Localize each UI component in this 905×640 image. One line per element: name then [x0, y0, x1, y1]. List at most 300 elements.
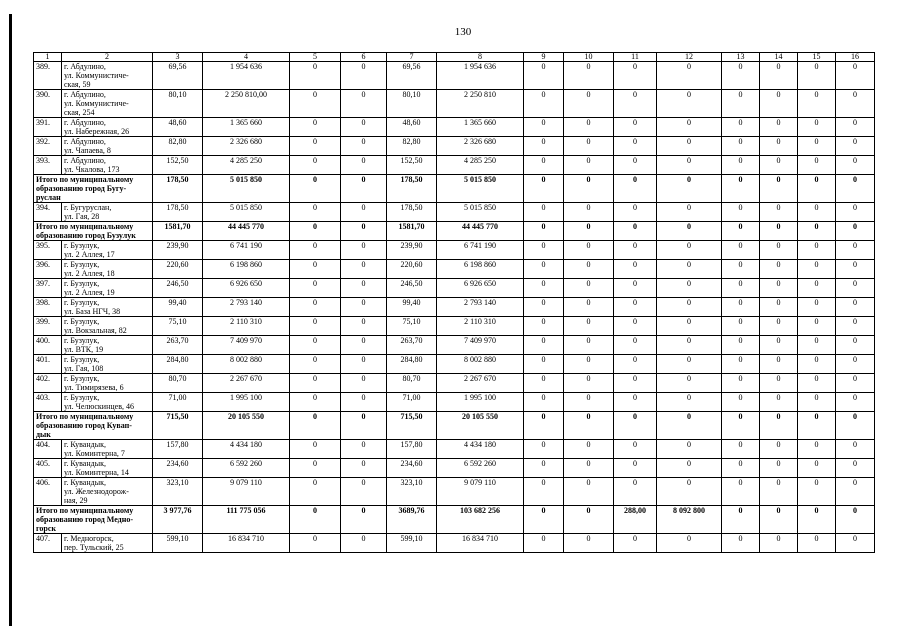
value-cell-col-11: 0: [614, 203, 657, 222]
value-cell-col-3: 263,70: [153, 336, 203, 355]
value-cell-col-7: 80,70: [387, 374, 437, 393]
value-cell-col-9: 0: [524, 175, 564, 203]
value-cell-col-15: 0: [798, 118, 836, 137]
column-header-13: 13: [722, 53, 760, 62]
value-cell-col-12: 0: [657, 156, 722, 175]
address-cell: г. Абдулино, ул. Коммунистиче- ская, 254: [62, 90, 153, 118]
value-cell-col-14: 0: [760, 298, 798, 317]
value-cell-col-5: 0: [290, 222, 341, 241]
row-number: 393.: [34, 156, 62, 175]
total-label: Итого по муниципальному образованию город Бузулук: [34, 222, 153, 241]
value-cell-col-15: 0: [798, 175, 836, 203]
value-cell-col-14: 0: [760, 478, 798, 506]
value-cell-col-3: 152,50: [153, 156, 203, 175]
value-cell-col-14: 0: [760, 203, 798, 222]
value-cell-col-8: 5 015 850: [437, 203, 524, 222]
value-cell-col-7: 178,50: [387, 175, 437, 203]
address-cell: г. Бузулук, ул. ВТК, 19: [62, 336, 153, 355]
value-cell-col-5: 0: [290, 355, 341, 374]
table-row: [34, 336, 875, 355]
value-cell-col-10: 0: [564, 440, 614, 459]
value-cell-col-7: 3689,76: [387, 506, 437, 534]
value-cell-col-3: 69,56: [153, 62, 203, 90]
value-cell-col-6: 0: [341, 534, 387, 553]
value-cell-col-11: 0: [614, 534, 657, 553]
value-cell-col-14: 0: [760, 534, 798, 553]
value-cell-col-14: 0: [760, 241, 798, 260]
value-cell-col-11: 0: [614, 260, 657, 279]
address-cell: г. Бузулук, ул. Гая, 108: [62, 355, 153, 374]
value-cell-col-12: 0: [657, 355, 722, 374]
value-cell-col-8: 6 198 860: [437, 260, 524, 279]
value-cell-col-15: 0: [798, 506, 836, 534]
table-row: [34, 355, 875, 374]
value-cell-col-12: 0: [657, 241, 722, 260]
value-cell-col-14: 0: [760, 412, 798, 440]
value-cell-col-6: 0: [341, 279, 387, 298]
value-cell-col-11: 288,00: [614, 506, 657, 534]
value-cell-col-9: 0: [524, 118, 564, 137]
value-cell-col-16: 0: [836, 478, 875, 506]
value-cell-col-4: 5 015 850: [203, 203, 290, 222]
column-header-5: 5: [290, 53, 341, 62]
row-number: 403.: [34, 393, 62, 412]
value-cell-col-15: 0: [798, 222, 836, 241]
value-cell-col-16: 0: [836, 534, 875, 553]
table-row: [34, 374, 875, 393]
table-row: [34, 478, 875, 506]
value-cell-col-10: 0: [564, 241, 614, 260]
value-cell-col-16: 0: [836, 175, 875, 203]
value-cell-col-12: 0: [657, 203, 722, 222]
value-cell-col-15: 0: [798, 260, 836, 279]
value-cell-col-15: 0: [798, 459, 836, 478]
row-number: 390.: [34, 90, 62, 118]
value-cell-col-16: 0: [836, 137, 875, 156]
value-cell-col-9: 0: [524, 241, 564, 260]
value-cell-col-14: 0: [760, 317, 798, 336]
value-cell-col-14: 0: [760, 355, 798, 374]
value-cell-col-6: 0: [341, 90, 387, 118]
value-cell-col-4: 2 250 810,00: [203, 90, 290, 118]
row-number: 395.: [34, 241, 62, 260]
value-cell-col-12: 0: [657, 222, 722, 241]
value-cell-col-4: 4 285 250: [203, 156, 290, 175]
value-cell-col-3: 75,10: [153, 317, 203, 336]
value-cell-col-7: 152,50: [387, 156, 437, 175]
value-cell-col-12: 0: [657, 175, 722, 203]
address-cell: г. Абдулино, ул. Чкалова, 173: [62, 156, 153, 175]
binding-margin-bar: [9, 14, 12, 626]
value-cell-col-10: 0: [564, 279, 614, 298]
value-cell-col-7: 1581,70: [387, 222, 437, 241]
row-number: 406.: [34, 478, 62, 506]
value-cell-col-9: 0: [524, 137, 564, 156]
value-cell-col-16: 0: [836, 90, 875, 118]
value-cell-col-9: 0: [524, 412, 564, 440]
value-cell-col-9: 0: [524, 90, 564, 118]
total-row: [34, 222, 875, 241]
row-number: 405.: [34, 459, 62, 478]
value-cell-col-12: 0: [657, 478, 722, 506]
value-cell-col-11: 0: [614, 412, 657, 440]
value-cell-col-3: 599,10: [153, 534, 203, 553]
value-cell-col-11: 0: [614, 156, 657, 175]
value-cell-col-5: 0: [290, 279, 341, 298]
value-cell-col-15: 0: [798, 355, 836, 374]
value-cell-col-14: 0: [760, 336, 798, 355]
value-cell-col-12: 0: [657, 137, 722, 156]
value-cell-col-7: 246,50: [387, 279, 437, 298]
value-cell-col-15: 0: [798, 440, 836, 459]
value-cell-col-7: 239,90: [387, 241, 437, 260]
value-cell-col-10: 0: [564, 260, 614, 279]
address-cell: г. Абдулино, ул. Чапаева, 8: [62, 137, 153, 156]
value-cell-col-12: 0: [657, 260, 722, 279]
table-header-row: [34, 53, 875, 62]
row-number: 402.: [34, 374, 62, 393]
column-header-3: 3: [153, 53, 203, 62]
value-cell-col-6: 0: [341, 241, 387, 260]
value-cell-col-6: 0: [341, 459, 387, 478]
value-cell-col-14: 0: [760, 374, 798, 393]
value-cell-col-10: 0: [564, 506, 614, 534]
table-row: [34, 393, 875, 412]
value-cell-col-6: 0: [341, 336, 387, 355]
value-cell-col-14: 0: [760, 175, 798, 203]
value-cell-col-10: 0: [564, 203, 614, 222]
value-cell-col-9: 0: [524, 336, 564, 355]
value-cell-col-6: 0: [341, 412, 387, 440]
value-cell-col-3: 71,00: [153, 393, 203, 412]
column-header-14: 14: [760, 53, 798, 62]
address-cell: г. Бузулук, ул. 2 Аллея, 18: [62, 260, 153, 279]
value-cell-col-7: 220,60: [387, 260, 437, 279]
address-cell: г. Кувандык, ул. Коминтерна, 7: [62, 440, 153, 459]
value-cell-col-4: 6 592 260: [203, 459, 290, 478]
value-cell-col-4: 6 741 190: [203, 241, 290, 260]
value-cell-col-9: 0: [524, 478, 564, 506]
value-cell-col-6: 0: [341, 374, 387, 393]
row-number: 389.: [34, 62, 62, 90]
value-cell-col-3: 1581,70: [153, 222, 203, 241]
value-cell-col-6: 0: [341, 506, 387, 534]
value-cell-col-9: 0: [524, 298, 564, 317]
value-cell-col-10: 0: [564, 222, 614, 241]
value-cell-col-16: 0: [836, 156, 875, 175]
value-cell-col-9: 0: [524, 440, 564, 459]
value-cell-col-13: 0: [722, 137, 760, 156]
value-cell-col-7: 323,10: [387, 478, 437, 506]
value-cell-col-12: 0: [657, 118, 722, 137]
value-cell-col-7: 263,70: [387, 336, 437, 355]
value-cell-col-13: 0: [722, 118, 760, 137]
column-header-9: 9: [524, 53, 564, 62]
value-cell-col-15: 0: [798, 279, 836, 298]
total-row: [34, 412, 875, 440]
value-cell-col-12: 0: [657, 412, 722, 440]
address-cell: г. Бузулук, ул. 2 Аллея, 17: [62, 241, 153, 260]
value-cell-col-10: 0: [564, 534, 614, 553]
value-cell-col-5: 0: [290, 137, 341, 156]
value-cell-col-8: 6 592 260: [437, 459, 524, 478]
value-cell-col-6: 0: [341, 137, 387, 156]
table-row: [34, 260, 875, 279]
value-cell-col-16: 0: [836, 260, 875, 279]
value-cell-col-5: 0: [290, 62, 341, 90]
row-number: 396.: [34, 260, 62, 279]
row-number: 397.: [34, 279, 62, 298]
value-cell-col-3: 234,60: [153, 459, 203, 478]
value-cell-col-4: 6 198 860: [203, 260, 290, 279]
value-cell-col-11: 0: [614, 317, 657, 336]
value-cell-col-11: 0: [614, 137, 657, 156]
table-row: [34, 203, 875, 222]
value-cell-col-7: 71,00: [387, 393, 437, 412]
value-cell-col-10: 0: [564, 478, 614, 506]
value-cell-col-5: 0: [290, 118, 341, 137]
value-cell-col-8: 7 409 970: [437, 336, 524, 355]
value-cell-col-8: 2 110 310: [437, 317, 524, 336]
row-number: 401.: [34, 355, 62, 374]
value-cell-col-5: 0: [290, 336, 341, 355]
value-cell-col-4: 111 775 056: [203, 506, 290, 534]
value-cell-col-11: 0: [614, 374, 657, 393]
value-cell-col-3: 178,50: [153, 203, 203, 222]
value-cell-col-12: 0: [657, 534, 722, 553]
table-row: [34, 317, 875, 336]
value-cell-col-13: 0: [722, 62, 760, 90]
total-label: Итого по муниципальному образованию город Медно- горск: [34, 506, 153, 534]
value-cell-col-15: 0: [798, 393, 836, 412]
total-row: [34, 506, 875, 534]
value-cell-col-16: 0: [836, 298, 875, 317]
value-cell-col-9: 0: [524, 156, 564, 175]
value-cell-col-15: 0: [798, 203, 836, 222]
value-cell-col-13: 0: [722, 222, 760, 241]
address-cell: г. Бузулук, ул. Тимирязева, 6: [62, 374, 153, 393]
value-cell-col-16: 0: [836, 203, 875, 222]
value-cell-col-7: 178,50: [387, 203, 437, 222]
value-cell-col-10: 0: [564, 137, 614, 156]
table-row: [34, 440, 875, 459]
row-number: 394.: [34, 203, 62, 222]
value-cell-col-8: 2 326 680: [437, 137, 524, 156]
value-cell-col-6: 0: [341, 355, 387, 374]
value-cell-col-11: 0: [614, 222, 657, 241]
value-cell-col-10: 0: [564, 118, 614, 137]
value-cell-col-5: 0: [290, 459, 341, 478]
value-cell-col-16: 0: [836, 412, 875, 440]
value-cell-col-8: 5 015 850: [437, 175, 524, 203]
value-cell-col-8: 8 002 880: [437, 355, 524, 374]
value-cell-col-16: 0: [836, 317, 875, 336]
value-cell-col-11: 0: [614, 279, 657, 298]
value-cell-col-6: 0: [341, 62, 387, 90]
value-cell-col-6: 0: [341, 298, 387, 317]
table-row: [34, 156, 875, 175]
value-cell-col-4: 5 015 850: [203, 175, 290, 203]
value-cell-col-12: 0: [657, 336, 722, 355]
value-cell-col-4: 8 002 880: [203, 355, 290, 374]
value-cell-col-9: 0: [524, 279, 564, 298]
value-cell-col-16: 0: [836, 393, 875, 412]
value-cell-col-5: 0: [290, 260, 341, 279]
row-number: 400.: [34, 336, 62, 355]
value-cell-col-13: 0: [722, 478, 760, 506]
value-cell-col-3: 715,50: [153, 412, 203, 440]
value-cell-col-10: 0: [564, 62, 614, 90]
address-cell: г. Медногорск, пер. Тульский, 25: [62, 534, 153, 553]
value-cell-col-11: 0: [614, 393, 657, 412]
value-cell-col-7: 69,56: [387, 62, 437, 90]
value-cell-col-11: 0: [614, 459, 657, 478]
value-cell-col-7: 48,60: [387, 118, 437, 137]
value-cell-col-10: 0: [564, 374, 614, 393]
column-header-7: 7: [387, 53, 437, 62]
value-cell-col-16: 0: [836, 374, 875, 393]
value-cell-col-16: 0: [836, 506, 875, 534]
value-cell-col-8: 16 834 710: [437, 534, 524, 553]
column-header-10: 10: [564, 53, 614, 62]
value-cell-col-15: 0: [798, 62, 836, 90]
value-cell-col-9: 0: [524, 62, 564, 90]
total-label: Итого по муниципальному образованию город Кувап- дык: [34, 412, 153, 440]
value-cell-col-6: 0: [341, 203, 387, 222]
value-cell-col-9: 0: [524, 506, 564, 534]
value-cell-col-16: 0: [836, 336, 875, 355]
value-cell-col-11: 0: [614, 241, 657, 260]
value-cell-col-4: 7 409 970: [203, 336, 290, 355]
value-cell-col-13: 0: [722, 374, 760, 393]
value-cell-col-4: 2 326 680: [203, 137, 290, 156]
value-cell-col-11: 0: [614, 90, 657, 118]
value-cell-col-12: 0: [657, 279, 722, 298]
value-cell-col-9: 0: [524, 393, 564, 412]
value-cell-col-16: 0: [836, 440, 875, 459]
value-cell-col-9: 0: [524, 317, 564, 336]
value-cell-col-13: 0: [722, 459, 760, 478]
value-cell-col-11: 0: [614, 478, 657, 506]
value-cell-col-8: 9 079 110: [437, 478, 524, 506]
value-cell-col-10: 0: [564, 412, 614, 440]
value-cell-col-11: 0: [614, 62, 657, 90]
value-cell-col-12: 0: [657, 459, 722, 478]
value-cell-col-8: 4 285 250: [437, 156, 524, 175]
value-cell-col-14: 0: [760, 137, 798, 156]
value-cell-col-7: 234,60: [387, 459, 437, 478]
value-cell-col-6: 0: [341, 222, 387, 241]
value-cell-col-13: 0: [722, 355, 760, 374]
value-cell-col-12: 0: [657, 298, 722, 317]
value-cell-col-14: 0: [760, 118, 798, 137]
value-cell-col-13: 0: [722, 298, 760, 317]
value-cell-col-5: 0: [290, 393, 341, 412]
value-cell-col-15: 0: [798, 317, 836, 336]
value-cell-col-10: 0: [564, 298, 614, 317]
value-cell-col-13: 0: [722, 534, 760, 553]
value-cell-col-14: 0: [760, 260, 798, 279]
value-cell-col-10: 0: [564, 317, 614, 336]
value-cell-col-10: 0: [564, 336, 614, 355]
value-cell-col-5: 0: [290, 478, 341, 506]
table-row: [34, 459, 875, 478]
total-row: [34, 175, 875, 203]
value-cell-col-11: 0: [614, 118, 657, 137]
value-cell-col-15: 0: [798, 336, 836, 355]
value-cell-col-4: 4 434 180: [203, 440, 290, 459]
value-cell-col-12: 0: [657, 374, 722, 393]
value-cell-col-5: 0: [290, 412, 341, 440]
value-cell-col-15: 0: [798, 534, 836, 553]
value-cell-col-8: 2 250 810: [437, 90, 524, 118]
value-cell-col-4: 6 926 650: [203, 279, 290, 298]
row-number: 391.: [34, 118, 62, 137]
value-cell-col-15: 0: [798, 156, 836, 175]
value-cell-col-12: 8 092 800: [657, 506, 722, 534]
row-number: 399.: [34, 317, 62, 336]
value-cell-col-10: 0: [564, 175, 614, 203]
row-number: 398.: [34, 298, 62, 317]
value-cell-col-5: 0: [290, 374, 341, 393]
total-label: Итого по муниципальному образованию город Бугу- руслан: [34, 175, 153, 203]
value-cell-col-7: 599,10: [387, 534, 437, 553]
value-cell-col-5: 0: [290, 175, 341, 203]
value-cell-col-15: 0: [798, 90, 836, 118]
column-header-4: 4: [203, 53, 290, 62]
column-header-8: 8: [437, 53, 524, 62]
value-cell-col-5: 0: [290, 534, 341, 553]
value-cell-col-14: 0: [760, 506, 798, 534]
value-cell-col-15: 0: [798, 374, 836, 393]
row-number: 392.: [34, 137, 62, 156]
value-cell-col-3: 48,60: [153, 118, 203, 137]
value-cell-col-3: 80,10: [153, 90, 203, 118]
value-cell-col-4: 2 110 310: [203, 317, 290, 336]
value-cell-col-14: 0: [760, 393, 798, 412]
value-cell-col-9: 0: [524, 222, 564, 241]
value-cell-col-4: 16 834 710: [203, 534, 290, 553]
column-header-11: 11: [614, 53, 657, 62]
value-cell-col-8: 20 105 550: [437, 412, 524, 440]
value-cell-col-15: 0: [798, 241, 836, 260]
value-cell-col-13: 0: [722, 260, 760, 279]
value-cell-col-13: 0: [722, 203, 760, 222]
value-cell-col-5: 0: [290, 506, 341, 534]
value-cell-col-5: 0: [290, 317, 341, 336]
value-cell-col-6: 0: [341, 393, 387, 412]
value-cell-col-4: 1 954 636: [203, 62, 290, 90]
value-cell-col-5: 0: [290, 156, 341, 175]
table-row: [34, 241, 875, 260]
value-cell-col-3: 220,60: [153, 260, 203, 279]
value-cell-col-7: 99,40: [387, 298, 437, 317]
column-header-1: 1: [34, 53, 62, 62]
value-cell-col-15: 0: [798, 478, 836, 506]
value-cell-col-13: 0: [722, 241, 760, 260]
value-cell-col-15: 0: [798, 298, 836, 317]
value-cell-col-13: 0: [722, 440, 760, 459]
value-cell-col-16: 0: [836, 118, 875, 137]
value-cell-col-6: 0: [341, 156, 387, 175]
value-cell-col-3: 82,80: [153, 137, 203, 156]
value-cell-col-16: 0: [836, 241, 875, 260]
value-cell-col-9: 0: [524, 203, 564, 222]
value-cell-col-4: 1 365 660: [203, 118, 290, 137]
value-cell-col-13: 0: [722, 90, 760, 118]
value-cell-col-8: 4 434 180: [437, 440, 524, 459]
column-header-16: 16: [836, 53, 875, 62]
